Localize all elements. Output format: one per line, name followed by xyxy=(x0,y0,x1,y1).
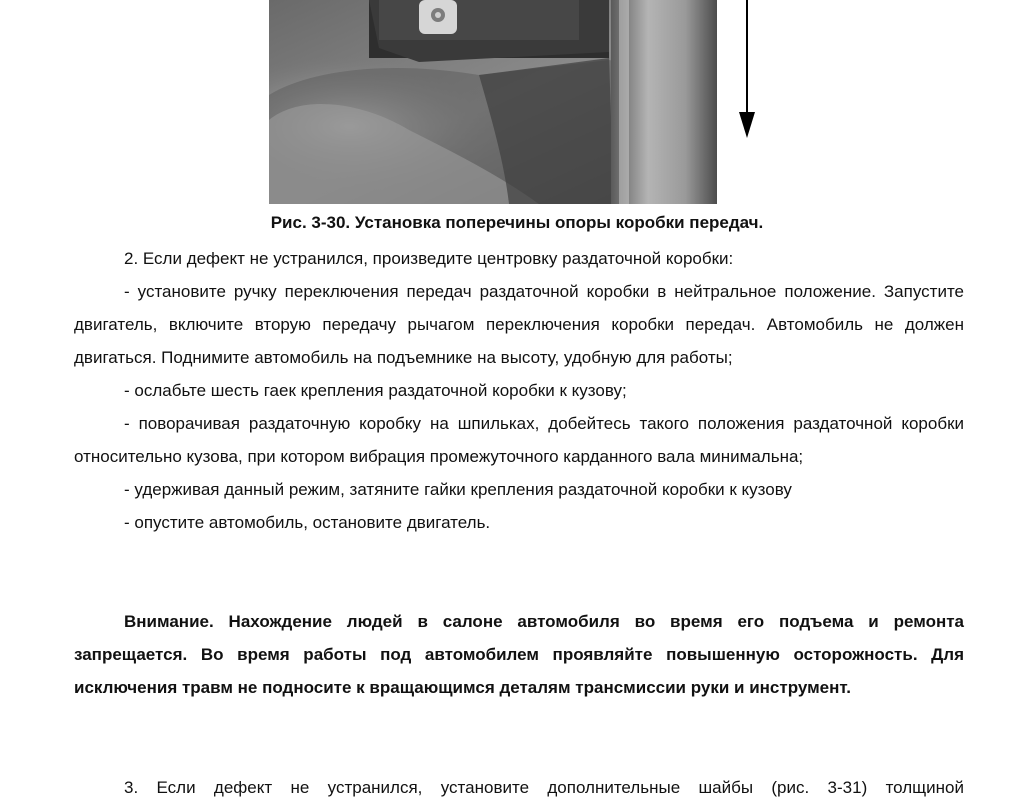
step-2-item: - ослабьте шесть гаек крепления раздаточной коробки к кузову; xyxy=(124,381,627,400)
warning-block xyxy=(74,605,964,704)
figure-photo xyxy=(269,0,717,204)
step-2-item: - установите ручку переключения передач раздаточной коробки в нейтральное положение. Запустите двигатель, включите вторую передачу рычагом переключения коробки передач. Автомобиль не должен двигаться. Поднимите автомобиль на подъемнике на высоту, удобную для работы; xyxy=(74,282,964,367)
arrow-down-icon xyxy=(737,0,757,140)
step-2-item: - поворачивая раздаточную коробку на шпильках, добейтесь такого положения раздаточной коробки относительно кузова, при котором вибрация промежуточного карданного вала минимальна; xyxy=(74,414,964,466)
step-2-item: - опустите автомобиль, остановите двигатель. xyxy=(124,513,491,532)
warning-text: Внимание. Нахождение людей в салоне автомобиля во время его подъема и ремонта запрещается. Во время работы под автомобилем проявляйте повышенную осторожность. Для исключения травм не подносите к вращающимся деталям трансмиссии руки и инструмент. xyxy=(74,612,964,697)
step-2-intro: 2. Если дефект не устранился, произведите центровку раздаточной коробки: xyxy=(124,249,734,268)
step-2-item: - удерживая данный режим, затяните гайки крепления раздаточной коробки к кузову xyxy=(124,480,792,499)
step-3-block xyxy=(74,771,964,804)
figure-caption: Рис. 3-30. Установка поперечины опоры коробки передач. xyxy=(270,213,764,232)
steps-block xyxy=(74,242,964,539)
step-3-text: 3. Если дефект не устранился, установите дополнительные шайбы (рис. 3-31) толщиной xyxy=(124,778,964,797)
